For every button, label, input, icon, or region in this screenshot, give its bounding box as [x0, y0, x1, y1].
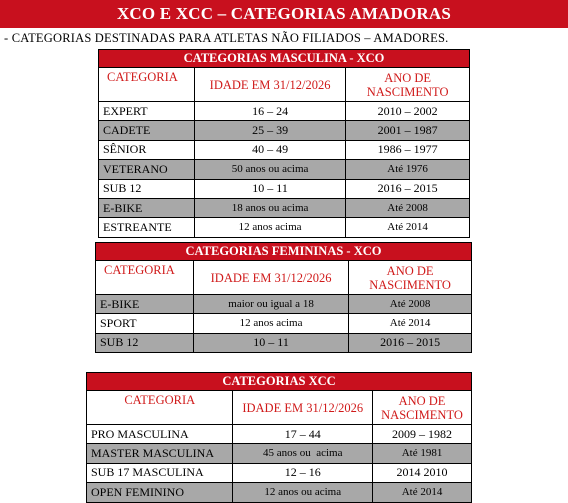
table-row: [99, 198, 470, 217]
cell-categoria: EXPERT: [99, 102, 195, 121]
cell-idade: 12 – 16: [233, 463, 373, 482]
cell-idade: 18 anos ou acima: [194, 198, 345, 217]
cell-categoria: E-BIKE: [96, 295, 194, 314]
cell-categoria: SPORT: [96, 314, 194, 333]
cell-categoria: SUB 12: [96, 333, 194, 352]
page-subtitle: - CATEGORIAS DESTINADAS PARA ATLETAS NÃO FILIADOS – AMADORES.: [4, 31, 449, 45]
cell-idade: 17 – 44: [233, 425, 373, 444]
cell-categoria: ESTREANTE: [99, 218, 195, 237]
cell-categoria: SÊNIOR: [99, 140, 195, 159]
header-idade: IDADE EM 31/12/2026: [194, 68, 345, 102]
table-row: [87, 463, 472, 482]
header-categoria: CATEGORIA: [87, 391, 233, 425]
cell-ano: 1986 – 1977: [346, 140, 470, 159]
header-idade: IDADE EM 31/12/2026: [193, 261, 348, 295]
cell-ano: 2009 – 1982: [373, 425, 472, 444]
header-ano: ANO DE NASCIMENTO: [373, 391, 472, 425]
table-row: [87, 444, 472, 463]
cell-ano: Até 2008: [349, 295, 472, 314]
table-row: [99, 218, 470, 237]
table-title: CATEGORIAS MASCULINA - XCO: [99, 50, 470, 68]
cell-categoria: CADETE: [99, 121, 195, 140]
cell-ano: Até 2014: [346, 218, 470, 237]
cell-idade: maior ou igual a 18: [193, 295, 348, 314]
cell-idade: 40 – 49: [194, 140, 345, 159]
cell-categoria: SUB 17 MASCULINA: [87, 463, 233, 482]
table-title: CATEGORIAS FEMININAS - XCO: [96, 243, 472, 261]
cell-idade: 25 – 39: [194, 121, 345, 140]
table-row: [99, 140, 470, 159]
table-row: [99, 160, 470, 179]
cell-ano: Até 1976: [346, 160, 470, 179]
cell-ano: Até 2008: [346, 198, 470, 217]
table-title: CATEGORIAS XCC: [87, 373, 472, 391]
cell-ano: Até 2014: [349, 314, 472, 333]
table-masculina-xco: [98, 49, 470, 238]
cell-ano: 2016 – 2015: [349, 333, 472, 352]
page-banner: XCO E XCC – CATEGORIAS AMADORAS: [0, 0, 568, 28]
cell-ano: 2014 2010: [373, 463, 472, 482]
cell-categoria: E-BIKE: [99, 198, 195, 217]
cell-categoria: PRO MASCULINA: [87, 425, 233, 444]
header-categoria: CATEGORIA: [96, 261, 194, 295]
table-femininas-xco: [95, 242, 472, 353]
table-row: [87, 483, 472, 502]
cell-ano: 2010 – 2002: [346, 102, 470, 121]
cell-ano: Até 1981: [373, 444, 472, 463]
cell-idade: 12 anos acima: [193, 314, 348, 333]
table-row: [87, 425, 472, 444]
table-row: [99, 179, 470, 198]
table-row: [99, 121, 470, 140]
cell-idade: 45 anos ou acima: [233, 444, 373, 463]
cell-ano: 2001 – 1987: [346, 121, 470, 140]
cell-idade: 12 anos acima: [194, 218, 345, 237]
cell-idade: 10 – 11: [194, 179, 345, 198]
header-idade: IDADE EM 31/12/2026: [233, 391, 373, 425]
table-row: [96, 333, 472, 352]
header-ano: ANO DE NASCIMENTO: [349, 261, 472, 295]
cell-categoria: VETERANO: [99, 160, 195, 179]
cell-idade: 10 – 11: [193, 333, 348, 352]
cell-idade: 50 anos ou acima: [194, 160, 345, 179]
table-row: [96, 314, 472, 333]
cell-categoria: MASTER MASCULINA: [87, 444, 233, 463]
cell-categoria: OPEN FEMININO: [87, 483, 233, 502]
table-row: [96, 295, 472, 314]
table-row: [99, 102, 470, 121]
table-xcc: [86, 372, 472, 503]
header-ano: ANO DE NASCIMENTO: [346, 68, 470, 102]
cell-ano: 2016 – 2015: [346, 179, 470, 198]
cell-idade: 12 anos ou acima: [233, 483, 373, 502]
header-categoria: CATEGORIA: [99, 68, 195, 102]
cell-categoria: SUB 12: [99, 179, 195, 198]
cell-ano: Até 2014: [373, 483, 472, 502]
cell-idade: 16 – 24: [194, 102, 345, 121]
